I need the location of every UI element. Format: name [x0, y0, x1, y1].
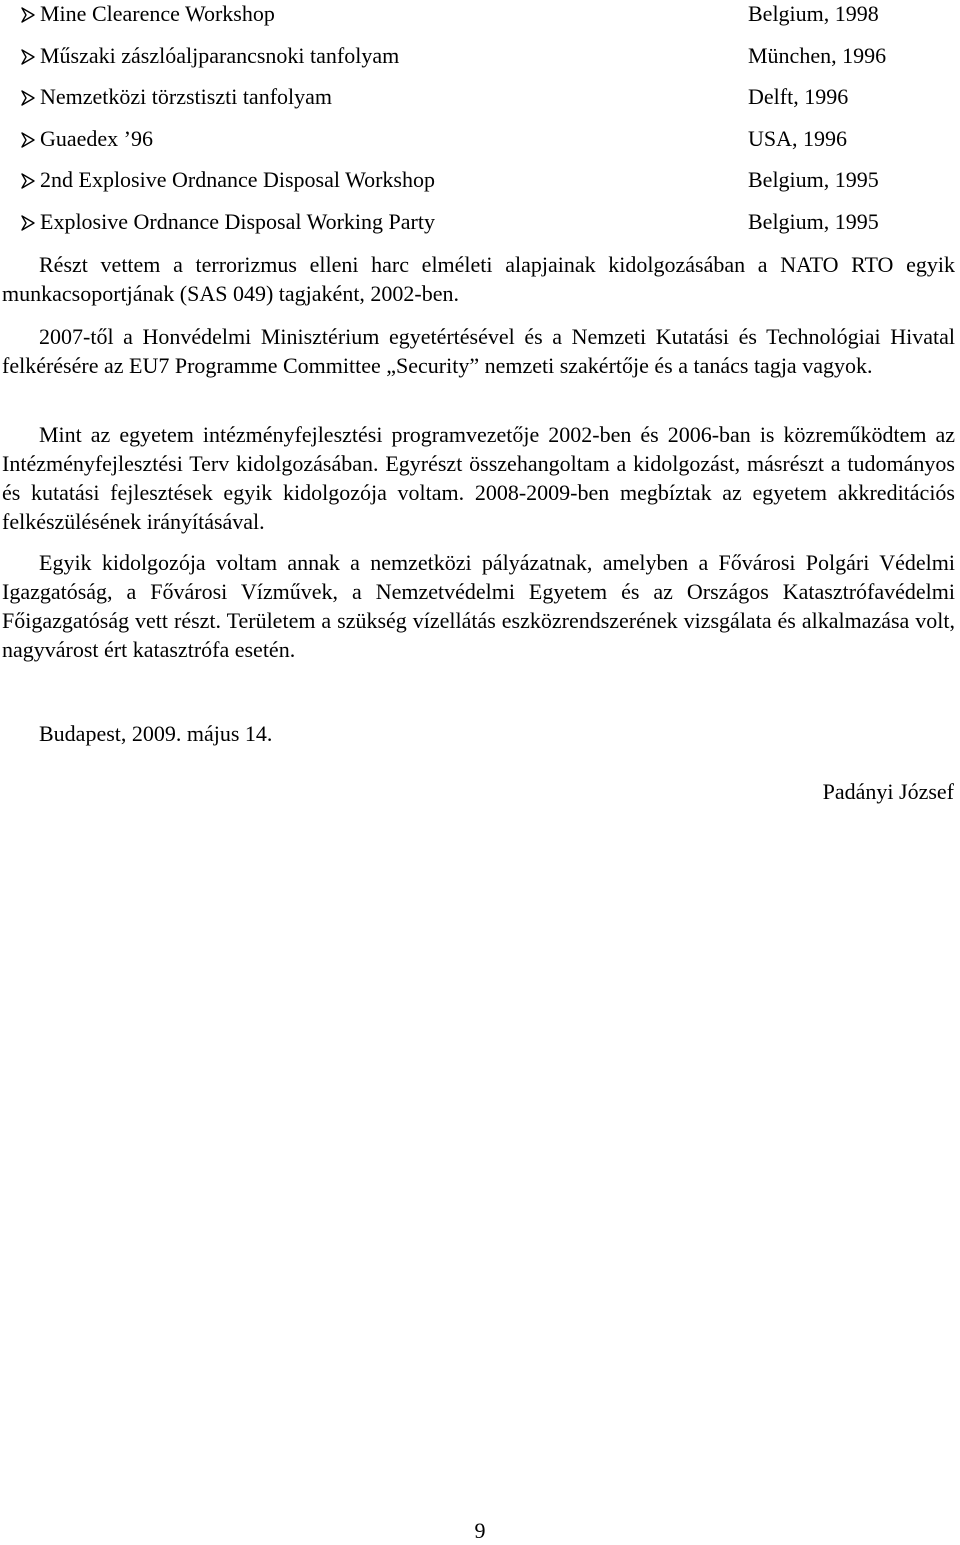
place-date-line: Budapest, 2009. május 14. — [39, 721, 273, 746]
list-item — [20, 208, 920, 250]
list-item — [20, 83, 920, 125]
paragraph-institutional-development: Mint az egyetem intézményfejlesztési programvezetője 2002-ben és 2006-ban is közreműködtem az Intézményfejlesztési Terv kidolgozásában. Egyrészt összehangoltam a kidolgozást, másrészt a tudományos és kutatási fejlesztések egyik kidolgozója voltam. 2008-2009-ben megbíztak az egyetem akkreditációs felkészülésének irányításával. — [2, 422, 955, 534]
arrowhead-bullet-icon — [20, 215, 36, 231]
training-place-year: Delft, 1996 — [748, 84, 849, 109]
training-title: Nemzetközi törzstiszti tanfolyam — [40, 84, 333, 109]
paragraph-international-project: Egyik kidolgozója voltam annak a nemzetközi pályázatnak, amelyben a Fővárosi Polgári Védelmi Igazgatóság, a Fővárosi Vízművek, a Nemzetvédelmi Egyetem és az Országos Katasztrófavédelmi Főigazgatóság vett részt. Területem a szükség vízellátás eszközrendszerének vizsgálata és alkalmazása volt, nagyvárost ért katasztrófa esetén. — [2, 550, 955, 662]
training-place-year: Belgium, 1995 — [748, 208, 879, 234]
training-title: 2nd Explosive Ordnance Disposal Workshop — [40, 167, 435, 192]
training-place-year: Belgium, 1995 — [748, 167, 879, 192]
training-place-year: Belgium, 1998 — [748, 1, 879, 26]
training-title: Guaedex ’96 — [40, 125, 154, 151]
signature-name: Padányi József — [822, 779, 954, 804]
list-item — [20, 125, 920, 167]
training-place-year: USA, 1996 — [748, 125, 848, 151]
training-place-year: München, 1996 — [748, 42, 887, 68]
arrowhead-bullet-icon — [20, 7, 36, 23]
list-item — [20, 0, 920, 42]
arrowhead-bullet-icon — [20, 49, 36, 65]
list-item — [20, 42, 920, 84]
list-item — [20, 166, 920, 208]
paragraph-terrorism-research: Részt vettem a terrorizmus elleni harc elméleti alapjainak kidolgozásában a NATO RTO egyik munkacsoportjának (SAS 049) tagjaként, 2002-ben. — [2, 252, 955, 306]
training-list — [20, 0, 920, 249]
paragraph-eu7-committee: 2007-től a Honvédelmi Minisztérium egyetértésével és a Nemzeti Kutatási és Technológiai Hivatal felkérésére az EU7 Programme Committee „Security” nemzeti szakértője és a tanács tagja vagyok. — [2, 324, 955, 378]
arrowhead-bullet-icon — [20, 173, 36, 189]
training-title: Mine Clearence Workshop — [40, 1, 275, 26]
training-title: Explosive Ordnance Disposal Working Party — [40, 208, 435, 234]
page-number: 9 — [474, 1518, 486, 1543]
arrowhead-bullet-icon — [20, 132, 36, 148]
training-title: Műszaki zászlóaljparancsnoki tanfolyam — [40, 42, 400, 68]
arrowhead-bullet-icon — [20, 90, 36, 106]
